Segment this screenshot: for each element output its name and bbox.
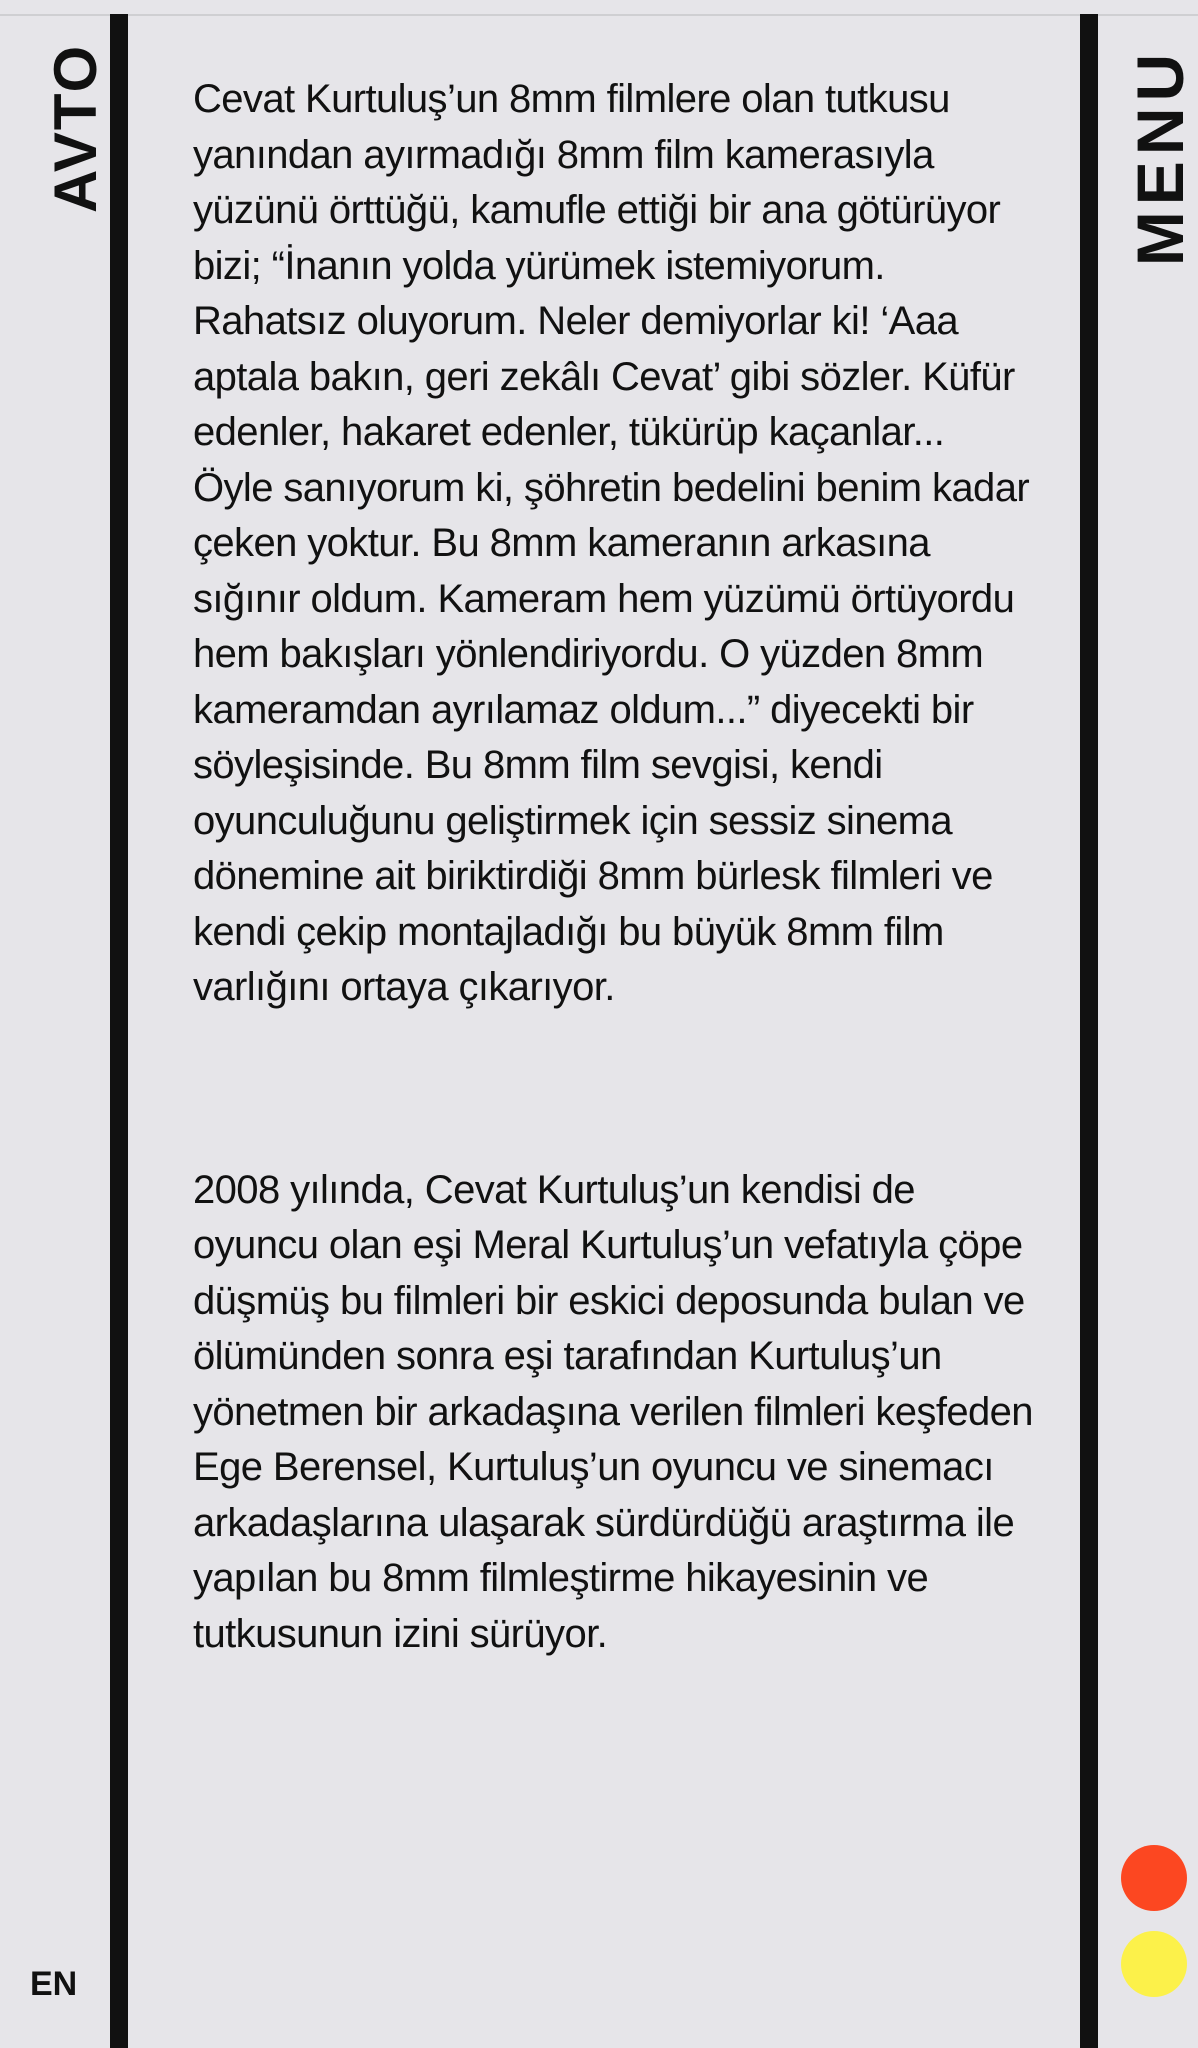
avto-logo[interactable]: AVTO [42, 43, 109, 213]
article-body [193, 72, 1033, 1662]
article-paragraph-1: Cevat Kurtuluş’un 8mm filmlere olan tutkusu yanından ayırmadığı 8mm film kamerasıyla yüzünü örttüğü, kamufle ettiği bir ana götürüyor bizi; “İnanın yolda yürümek istemiyorum. Rahatsız oluyorum. Neler demiyorlar ki! ‘Aaa aptala bakın, geri zekâlı Cevat’ gibi sözler. Küfür edenler, hakaret edenler, tükürüp kaçanlar... Öyle sanıyorum ki, şöhretin bedelini benim kadar çeken yoktur. Bu 8mm kameranın arkasına sığınır oldum. Kameram hem yüzümü örtüyordu hem bakışları yönlendiriyordu. O yüzden 8mm kameramdan ayrılamaz oldum...” diyecekti bir söyleşisinde. Bu 8mm film sevgisi, kendi oyunculuğunu geliştirmek için sessiz sinema dönemine ait biriktirdiği 8mm bürlesk filmleri ve kendi çekip montajladığı bu büyük 8mm film varlığını ortaya çıkarıyor. [193, 77, 1030, 1009]
top-divider [0, 14, 1198, 16]
left-vertical-rail [110, 14, 128, 2048]
language-switch-en[interactable]: EN [30, 1965, 78, 2003]
red-circle-button[interactable] [1121, 1845, 1187, 1911]
article-paragraph-2: 2008 yılında, Cevat Kurtuluş’un kendisi de oyuncu olan eşi Meral Kurtuluş’un vefatıyla çöpe düşmüş bu filmleri bir eskici deposunda bulan ve ölümünden sonra eşi tarafından Kurtuluş’un yönetmen bir arkadaşına verilen filmleri keşfeden Ege Berensel, Kurtuluş’un oyuncu ve sinemacı arkadaşlarına ulaşarak sürdürdüğü araştırma ile yapılan bu 8mm filmleştirme hikayesinin ve tutkusunun izini sürüyor. [193, 1167, 1033, 1656]
menu-button[interactable]: MENU [1123, 47, 1197, 267]
right-vertical-rail [1080, 14, 1098, 2048]
yellow-circle-button[interactable] [1121, 1931, 1187, 1997]
